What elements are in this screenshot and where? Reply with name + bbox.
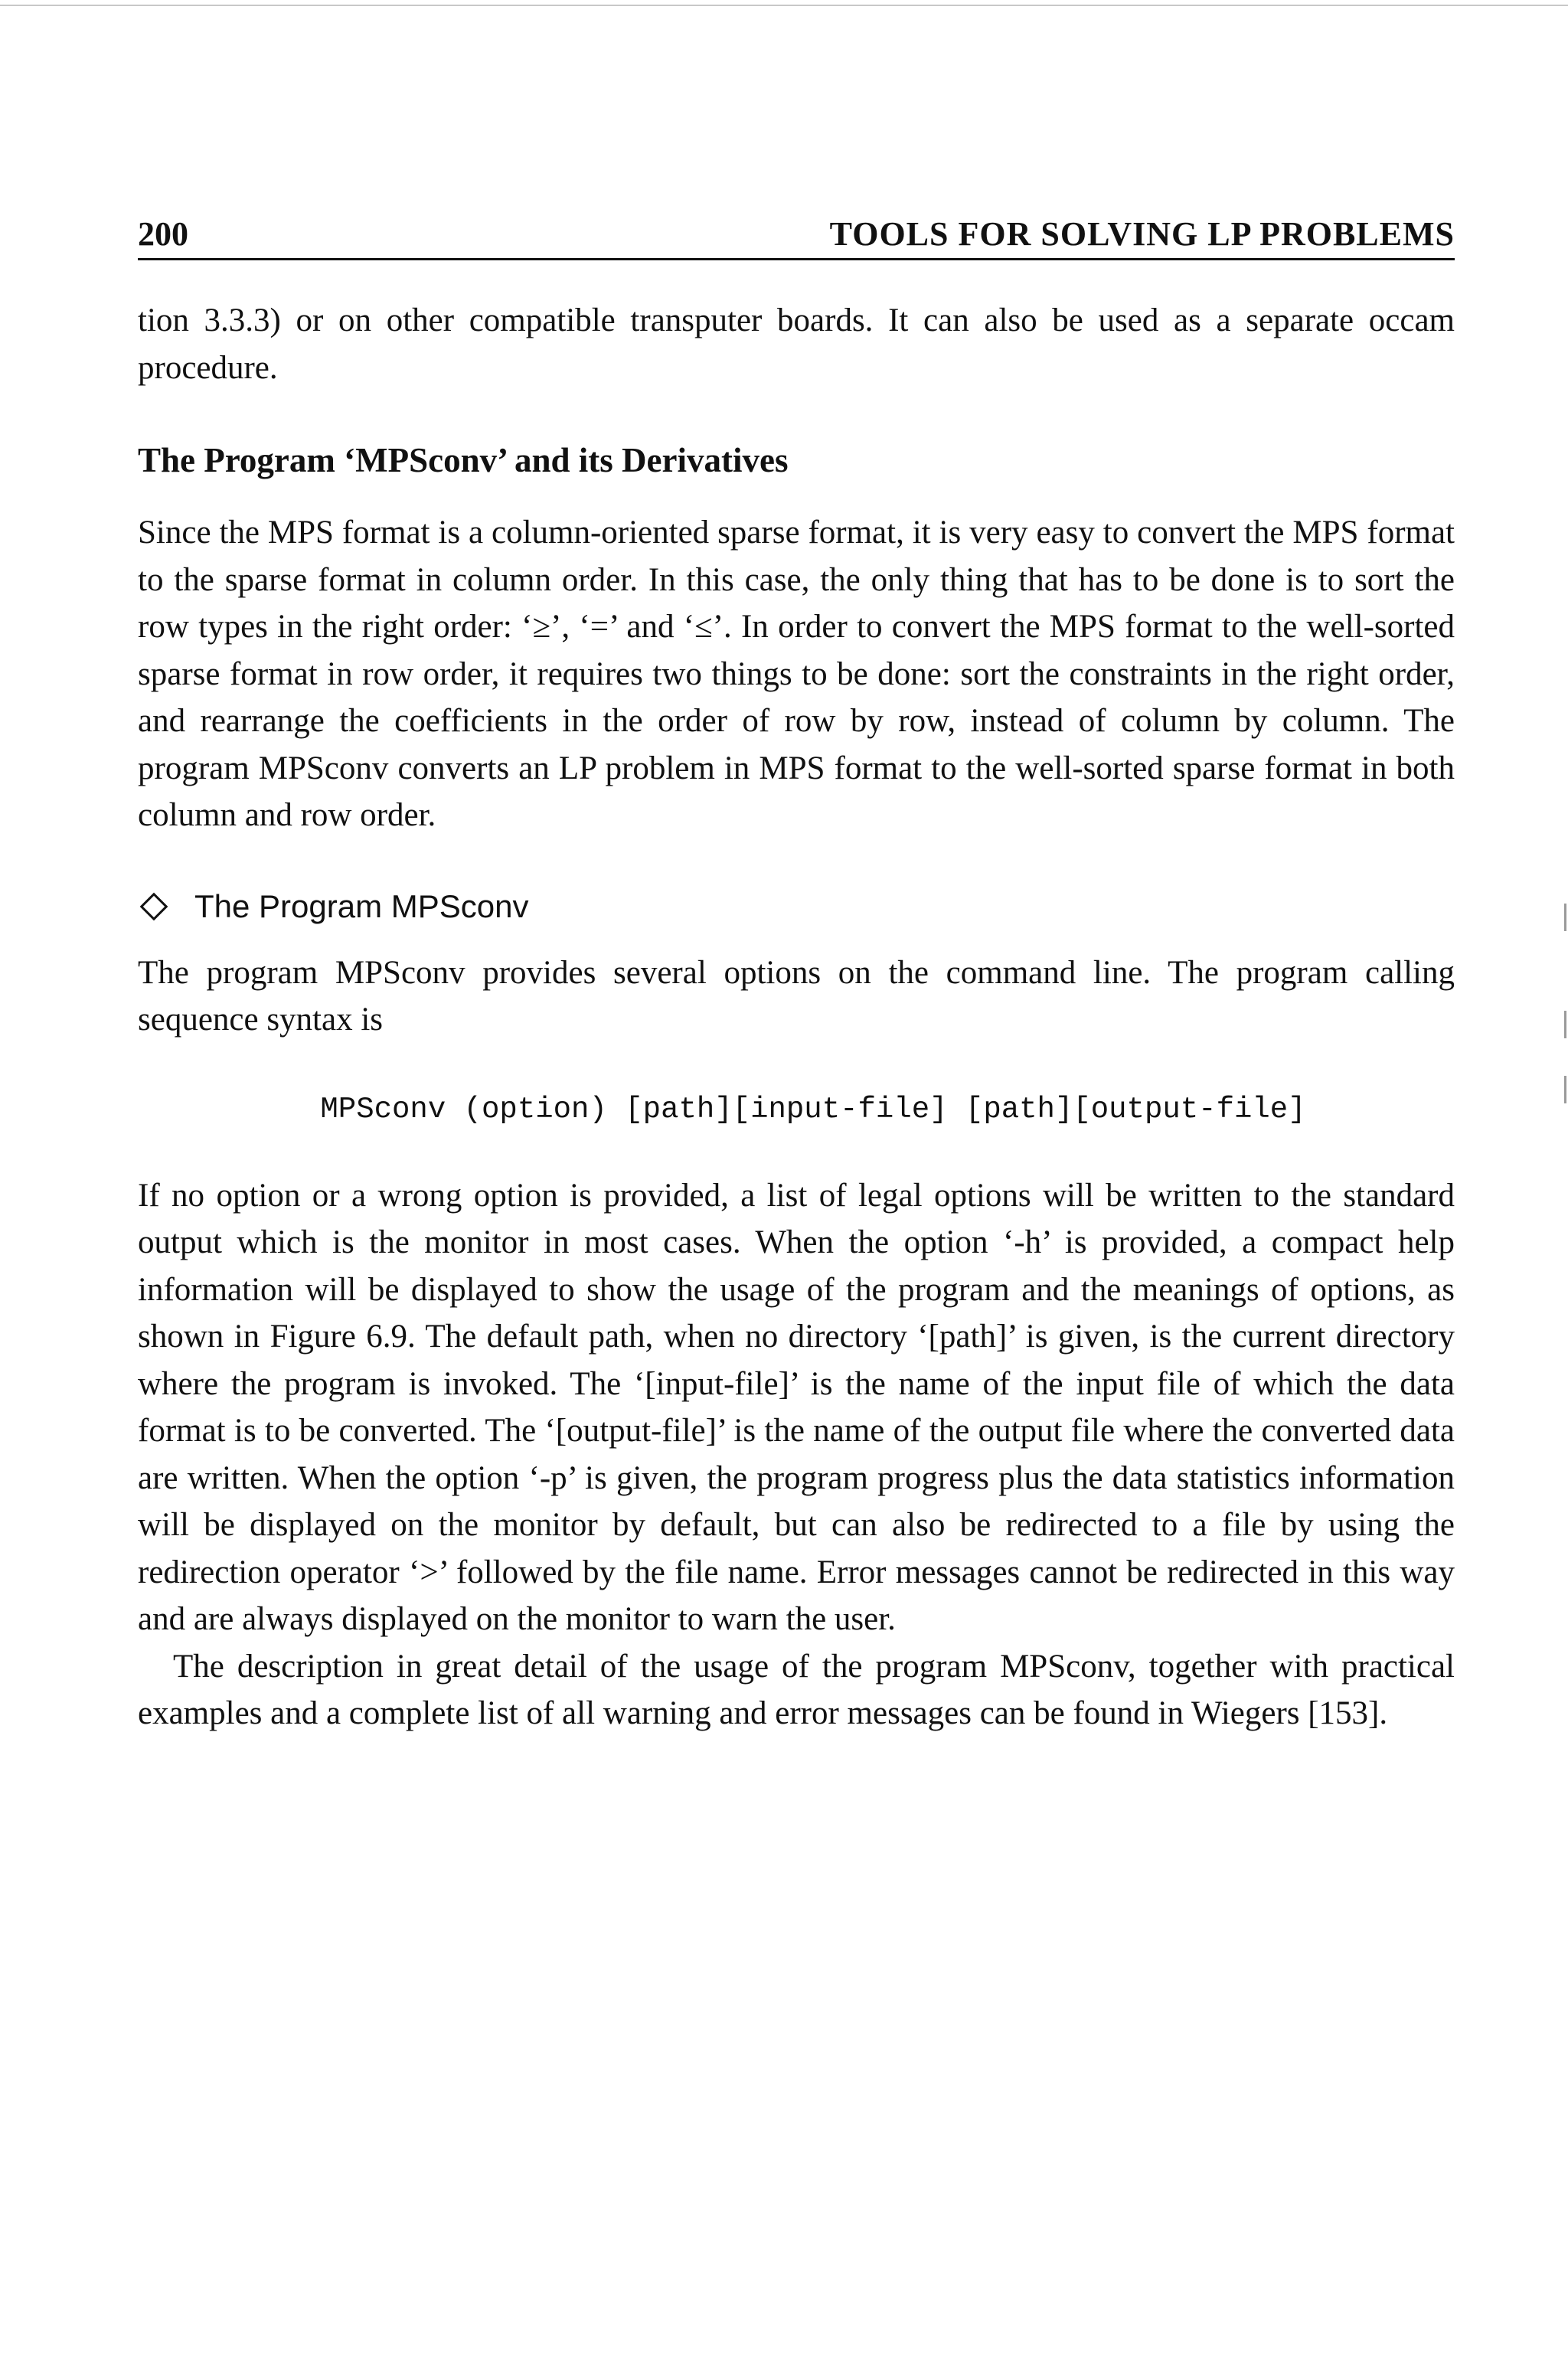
running-title: TOOLS FOR SOLVING LP PROBLEMS bbox=[829, 215, 1455, 253]
running-head bbox=[138, 214, 1455, 260]
section-body-paragraph: Since the MPS format is a column-oriented sparse format, it is very easy to convert the MPS format to the sparse format in column order. In this case, the only thing that has to be done is to sort the row types in the right order: ‘≥’, ‘=’ and ‘≤’. In order to convert the MPS format to the well-sorted sparse format in row order, it requires two things to be done: sort the constraints in the right order, and rearrange the coefficients in the order of row by row, instead of column by column. The program MPSconv converts an LP problem in MPS format to the well-sorted sparse format in both column and row order. bbox=[138, 515, 1455, 833]
margin-mark bbox=[1564, 1011, 1566, 1038]
continuation-paragraph: tion 3.3.3) or on other compatible transputer boards. It can also be used as a separate occam procedure. bbox=[138, 302, 1455, 386]
subsection-title: The Program MPSconv bbox=[194, 887, 529, 924]
options-paragraph: If no option or a wrong option is provided, a list of legal options will be written to the standard output which is the monitor in most cases. When the option ‘-h’ is provided, a compact help information will be displayed to show the usage of the program and the meanings of options, as shown in Figure 6.9. The default path, when no directory ‘[path]’ is given, is the current directory where the program is invoked. The ‘[input-file]’ is the name of the input file of which the data format is to be converted. The ‘[output-file]’ is the name of the output file where the converted data are written. When the option ‘-p’ is given, the program progress plus the data statistics information will be displayed on the monitor by default, but can also be redirected to a file by using the redirection operator ‘>’ followed by the file name. Error messages cannot be redirected in this way and are always displayed on the monitor to warn the user. bbox=[138, 1177, 1455, 1637]
subsection-intro-paragraph: The program MPSconv provides several options on the command line. The program calling sequence syntax is bbox=[138, 954, 1455, 1038]
margin-mark bbox=[1564, 1076, 1566, 1103]
command-syntax: MPSconv (option) [path][input-file] [path][output-file] bbox=[320, 1092, 1306, 1126]
section-heading: The Program ‘MPSconv’ and its Derivatives bbox=[138, 441, 789, 479]
book-page bbox=[138, 214, 1455, 1737]
closing-paragraph: The description in great detail of the usage of the program MPSconv, together with practical examples and a complete list of all warning and error messages can be found in Wiegers [153]. bbox=[138, 1648, 1455, 1731]
scan-edge-line bbox=[0, 5, 1568, 6]
diamond-bullet-icon bbox=[140, 892, 168, 920]
margin-mark bbox=[1564, 904, 1566, 931]
page-number: 200 bbox=[138, 215, 188, 253]
subsection-heading bbox=[138, 884, 1455, 930]
